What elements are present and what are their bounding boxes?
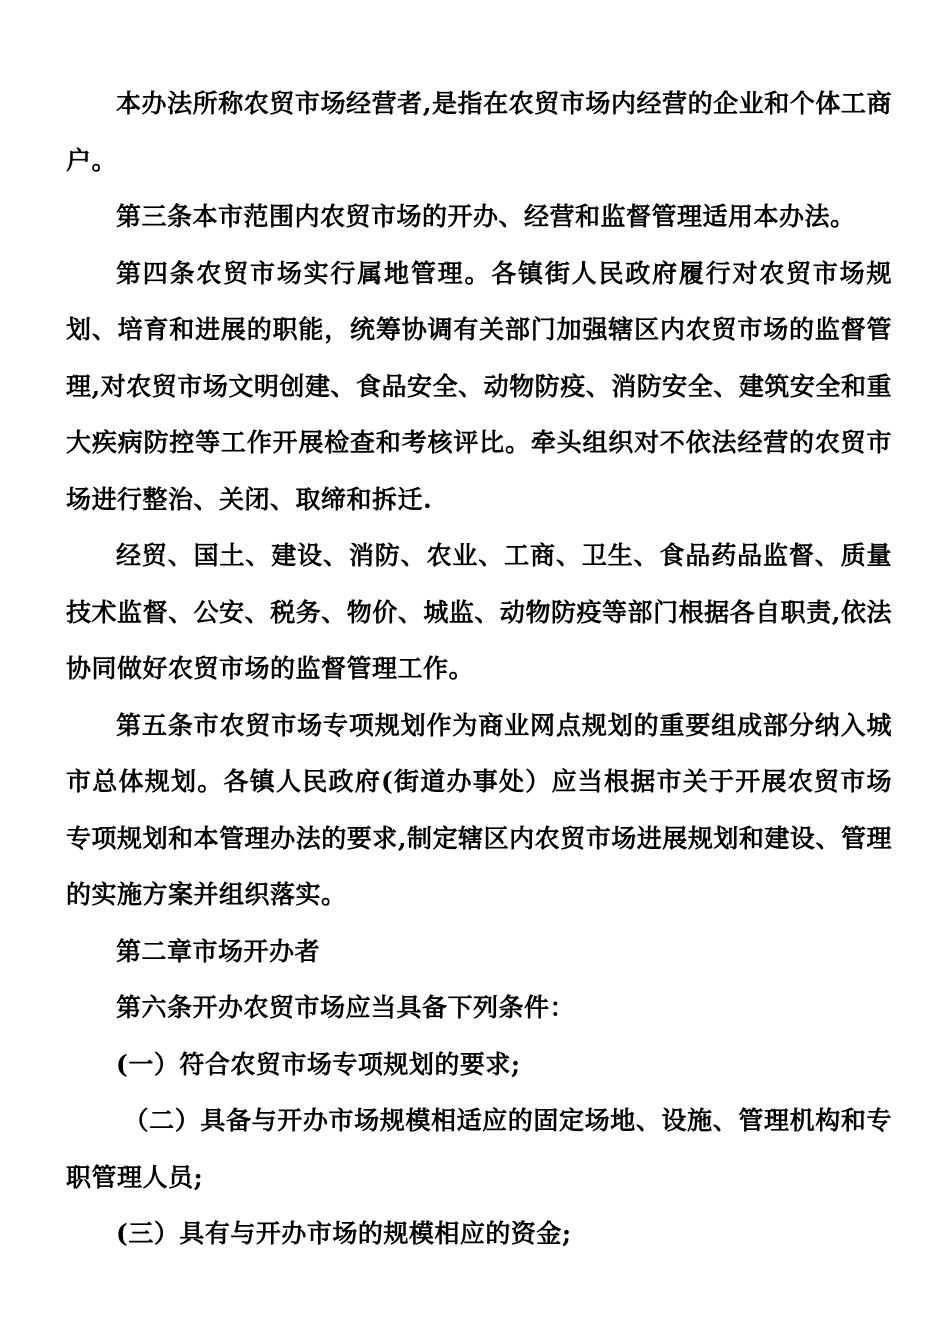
paragraph-article-3: 第三条本市范围内农贸市场的开办、经营和监督管理适用本办法。 [116, 202, 856, 231]
list-item-1: (一）符合农贸市场专项规划的要求; [116, 1049, 521, 1079]
chapter-heading: 第二章市场开办者 [116, 936, 321, 966]
paragraph-operator-definition: 本办法所称农贸市场经营者,是指在农贸市场内经营的企业和个体工商户。 [66, 89, 892, 175]
list-item-3: (三）具有与开办市场的规模相应的资金; [116, 1219, 572, 1248]
document-page [66, 76, 892, 1263]
paragraph-article-6: 第六条开办农贸市场应当具备下列条件： [116, 993, 576, 1022]
paragraph-article-4: 第四条农贸市场实行属地管理。各镇街人民政府履行对农贸市场规划、培育和进展的职能，统筹协调有关部门加强辖区内农贸市场的监督管理,对农贸市场文明创建、食品安全、动物防疫、消防安全、建筑安全和重大疾病防控等工作开展检查和考核评比。牵头组织对不依法经营的农贸市场进行整治、关闭、取缔和拆迁. [66, 258, 892, 514]
list-item-2: （二）具备与开办市场规模相适应的固定场地、设施、管理机构和专职管理人员; [66, 1106, 892, 1192]
paragraph-departments: 经贸、国土、建设、消防、农业、工商、卫生、食品药品监督、质量技术监督、公安、税务、物价、城监、动物防疫等部门根据各自职责,依法协同做好农贸市场的监督管理工作。 [66, 541, 892, 683]
paragraph-article-5: 第五条市农贸市场专项规划作为商业网点规划的重要组成部分纳入城市总体规划。各镇人民政府(街道办事处）应当根据市关于开展农贸市场专项规划和本管理办法的要求,制定辖区内农贸市场进展规划和建设、管理的实施方案并组织落实。 [66, 710, 892, 909]
